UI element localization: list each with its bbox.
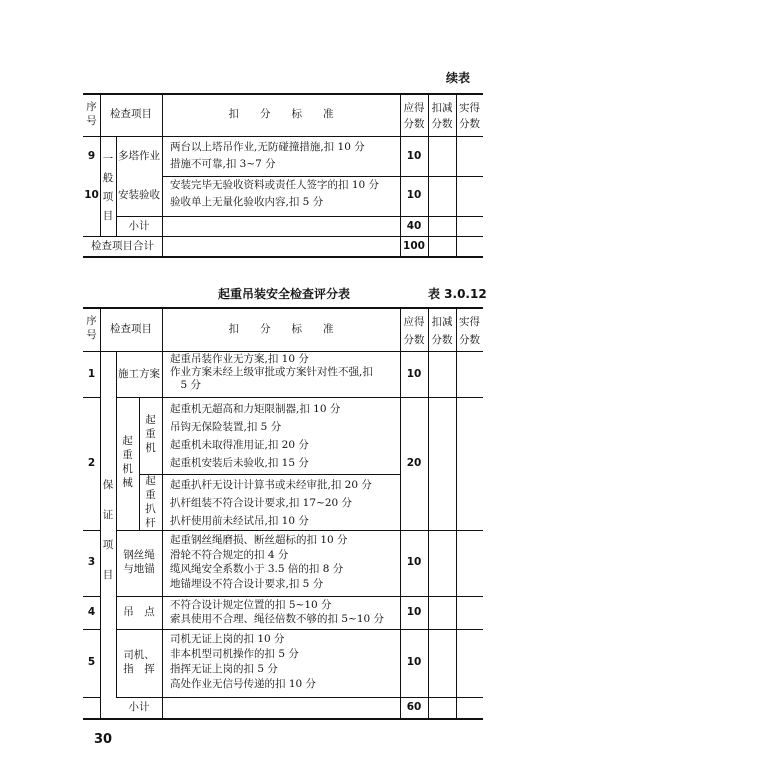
- table-row-no: 10: [84, 189, 99, 201]
- header-due: 应得 分数: [403, 316, 425, 346]
- header-due: 应得 分数: [403, 102, 425, 130]
- page-number: 30: [94, 732, 113, 747]
- header-actual: 实得 分数: [459, 316, 480, 346]
- table-row-item: 吊 点: [123, 606, 155, 618]
- header-criteria: 扣 分 标 准: [228, 323, 334, 335]
- table-row-no: 2: [87, 457, 96, 469]
- table-row-criteria: 起重钢丝绳磨损、断丝超标的扣 10 分 滑轮不符合规定的扣 4 分 缆风绳安全系数小于 3.5 倍的扣 8 分 地锚埋设不符合设计要求,扣 5 分: [170, 534, 348, 590]
- table-row-item: 司机、 指 挥: [123, 649, 155, 675]
- table-row-due: 10: [406, 656, 422, 668]
- table2-title: 起重吊装安全检查评分表: [218, 287, 351, 301]
- table-row-item: 施工方案: [118, 368, 160, 380]
- subtotal-label: 小计: [128, 220, 150, 232]
- table-row-due: 10: [406, 606, 422, 618]
- table-row-no: 4: [87, 606, 96, 618]
- header-criteria: 扣 分 标 准: [228, 108, 334, 120]
- table-row-no: 5: [87, 656, 96, 668]
- subtotal-due: 60: [406, 701, 422, 713]
- table-row-due: 10: [406, 189, 422, 201]
- table-row-item: 钢丝绳 与地锚: [123, 549, 155, 575]
- header-no: 序 号: [86, 101, 97, 127]
- subtotal-label: 小计: [128, 701, 150, 713]
- header-deduct: 扣减 分数: [431, 102, 453, 130]
- table-row-criteria: 不符合设计规定位置的扣 5~10 分 索具使用不合理、绳径倍数不够的扣 5~10 分: [170, 599, 385, 625]
- total-label: 检查项目合计: [91, 240, 154, 252]
- table-row-criteria: 起重机无超高和力矩限制器,扣 10 分 吊钩无保险装置,扣 5 分 起重机未取得准用证,扣 20 分 起重机安装后未验收,扣 15 分: [170, 403, 341, 469]
- group-label-general: 一 般 项 目: [102, 153, 114, 222]
- table-row-no: 9: [87, 150, 96, 162]
- total-due: 100: [403, 240, 425, 252]
- header-item: 检查项目: [110, 323, 152, 335]
- table-row-due: 10: [406, 556, 422, 568]
- header-item: 检查项目: [110, 108, 152, 120]
- table-row-item: 起 重 机 械: [122, 435, 133, 489]
- group-label-guarantee: 保 证 项 目: [102, 479, 114, 581]
- table-row-no: 1: [87, 368, 96, 380]
- header-no: 序 号: [86, 315, 97, 341]
- table-row-due: 10: [406, 150, 422, 162]
- continued-label: 续表: [446, 71, 471, 85]
- sub-item-crane: 起 重 机: [145, 414, 156, 454]
- table-row-due: 10: [406, 368, 422, 380]
- sub-item-derrick: 起 重 扒 杆: [145, 475, 156, 529]
- table-row-criteria: 起重吊装作业无方案,扣 10 分 作业方案未经上级审批或方案针对性不强,扣 5 分: [170, 353, 373, 391]
- table-row-criteria: 司机无证上岗的扣 10 分 非本机型司机操作的扣 5 分 指挥无证上岗的扣 5 分 高处作业无信号传递的扣 10 分: [170, 633, 317, 690]
- table2-number: 表 3.0.12: [428, 287, 487, 301]
- subtotal-due: 40: [406, 220, 422, 232]
- table-row-item: 安装验收: [118, 189, 160, 201]
- table-row-criteria: 起重扒杆无设计计算书或未经审批,扣 20 分 扒杆组装不符合设计要求,扣 17~20 分 扒杆使用前未经试吊,扣 10 分: [170, 479, 372, 527]
- header-actual: 实得 分数: [459, 102, 480, 130]
- table-row-criteria: 两台以上塔吊作业,无防碰撞措施,扣 10 分 措施不可靠,扣 3~7 分: [170, 141, 365, 170]
- table-row-due: 20: [406, 457, 422, 469]
- table-row-item: 多塔作业: [118, 150, 160, 162]
- table-row-criteria: 安装完毕无验收资料或责任人签字的扣 10 分 验收单上无量化验收内容,扣 5 分: [170, 179, 380, 208]
- table-row-no: 3: [87, 556, 96, 568]
- header-deduct: 扣减 分数: [431, 316, 453, 346]
